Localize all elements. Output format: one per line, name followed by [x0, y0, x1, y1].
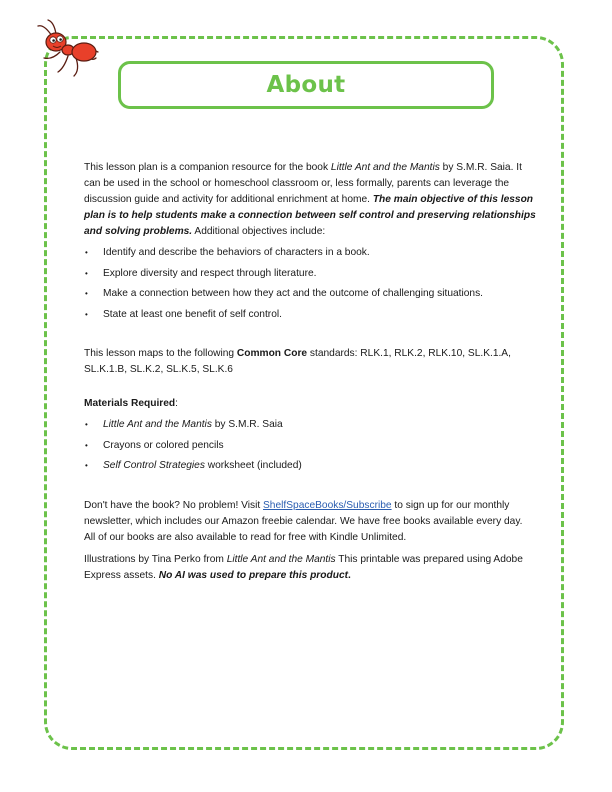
credits-end: . — [348, 569, 351, 581]
list-item: • Make a connection between how they act and the outcome of challenging situations. — [84, 287, 536, 301]
list-item: • Explore diversity and respect through literature. — [84, 267, 536, 281]
material-book-title: Little Ant and the Mantis — [103, 419, 212, 430]
common-core-label: Common Core — [236, 348, 308, 359]
about-content — [84, 160, 536, 584]
materials-heading — [84, 396, 536, 412]
standards-text-2: standards: RLK.1, RLK.2, RLK.10, SL.K.1.A, SL.K.1.B, SL.K.2, SL.K.5, SL.K.6 — [84, 348, 511, 375]
ant-mascot-icon — [34, 18, 102, 82]
list-item — [84, 459, 536, 473]
intro-paragraph — [84, 160, 536, 240]
intro-text-1: This lesson plan is a companion resource for the book — [84, 162, 331, 173]
material-worksheet-note: worksheet (included) — [204, 460, 302, 471]
materials-list — [84, 418, 536, 473]
list-item: • State at least one benefit of self control. — [84, 308, 536, 322]
credits-text-1: Illustrations by Tina Perko from — [84, 553, 227, 565]
page-title: About — [266, 72, 346, 98]
list-item: • Identify and describe the behaviors of characters in a book. — [84, 246, 536, 260]
credits-paragraph — [84, 552, 536, 584]
title-banner — [118, 61, 494, 109]
book-note-paragraph — [84, 498, 536, 546]
main-objective: The main objective of this lesson plan is to help students make a connection between self control and preserving relationships and solving problems. — [84, 194, 536, 237]
objectives-list — [84, 246, 536, 322]
intro-text-2: by S.M.R. Saia. It can be used in the school or homeschool classroom or, less formally, parents can leverage the discussion guide and activity for additional enrichment at home. — [84, 162, 522, 205]
standards-text-1: This lesson maps to the following — [84, 348, 237, 359]
list-item — [84, 418, 536, 432]
materials-heading-colon: : — [175, 398, 178, 409]
book-note-text-1: Don't have the book? No problem! Visit — [84, 499, 264, 511]
credits-text-2: This printable was prepared using Adobe Express assets. — [84, 553, 523, 581]
material-worksheet-title: Self Control Strategies — [103, 460, 205, 471]
materials-heading-text: Materials Required — [84, 398, 176, 409]
intro-book-title: Little Ant and the Mantis — [330, 162, 440, 173]
credits-book-title: Little Ant and the Mantis — [226, 553, 336, 565]
book-note-text-2: to sign up for our monthly newsletter, which includes our Amazon freebie calendar. We have free books available every day. All of our books are also available to read for free with Kindle Unlimited. — [84, 499, 523, 543]
subscribe-link[interactable]: ShelfSpaceBooks/Subscribe — [263, 499, 392, 511]
intro-text-3: Additional objectives include: — [192, 226, 326, 237]
list-item: • Crayons or colored pencils — [84, 439, 536, 453]
material-book-author: by S.M.R. Saia — [211, 419, 283, 430]
no-ai-statement: No AI was used to prepare this product — [158, 569, 348, 581]
standards-paragraph — [84, 346, 536, 378]
